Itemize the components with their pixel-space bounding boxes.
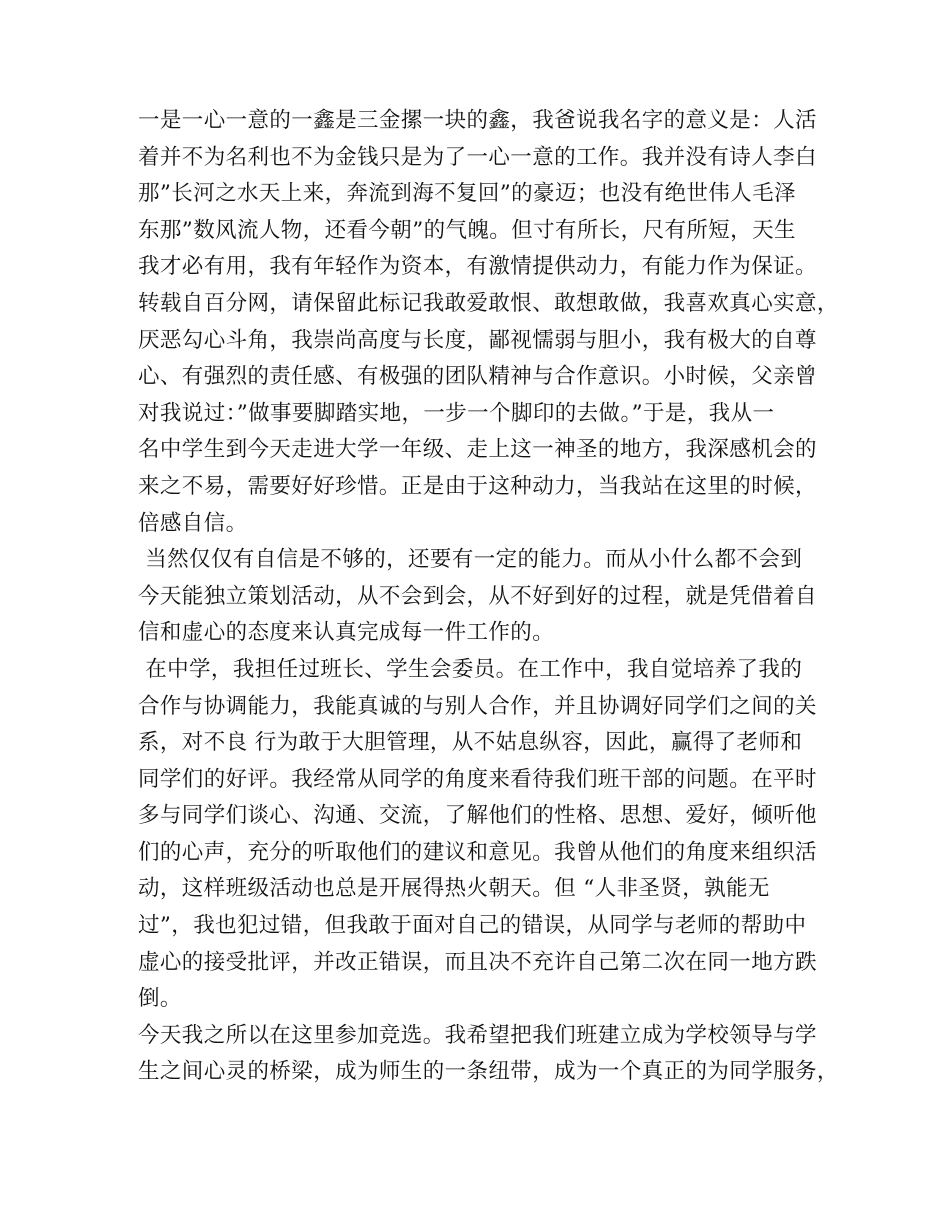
- body-text: [138, 103, 838, 1091]
- text-line: 同学们的好评。我经常从同学的角度来看待我们班干部的问题。在平时: [138, 766, 817, 792]
- text-line: 合作与协调能力，我能真诚的与别人合作，并且协调好同学们之间的关: [138, 693, 817, 719]
- text-line: 生之间心灵的桥梁，成为师生的一条纽带，成为一个真正的为同学服务，: [138, 1059, 839, 1085]
- text-line: 过”，我也犯过错，但我敢于面对自己的错误，从同学与老师的帮助中: [138, 913, 807, 939]
- text-line: 一是一心一意的一鑫是三金摞一块的鑫，我爸说我名字的意义是：人活: [138, 108, 817, 133]
- text-line: 虚心的接受批评，并改正错误，而且决不充许自己第二次在同一地方跌: [138, 949, 817, 975]
- text-line: 那”长河之水天上来，奔流到海不复回”的豪迈；也没有绝世伟人毛泽: [138, 181, 796, 207]
- text-line: 们的心声，充分的听取他们的建议和意见。我曾从他们的角度来组织活: [138, 839, 817, 865]
- text-line: 信和虚心的态度来认真完成每一件工作的。: [138, 620, 555, 646]
- text-line: 今天能独立策划活动，从不会到会，从不好到好的过程，就是凭借着自: [138, 583, 817, 609]
- text-line: 心、有强烈的责任感、有极强的团队精神与合作意识。小时候，父亲曾: [138, 364, 817, 390]
- text-line: 动，这样班级活动也总是开展得热火朝天。但 “人非圣贤，孰能无: [138, 876, 770, 902]
- text-line: 倍感自信。: [138, 510, 248, 536]
- text-line: 对我说过：”做事要脚踏实地，一步一个脚印的去做。”于是，我从一: [138, 400, 775, 426]
- text-line: 系，对不良 行为敢于大胆管理，从不姑息纵容，因此，赢得了老师和: [138, 730, 803, 756]
- text-line: 名中学生到今天走进大学一年级、走上这一神圣的地方，我深感机会的: [138, 437, 817, 463]
- text-line: 多与同学们谈心、沟通、交流，了解他们的性格、思想、爱好，倾听他: [138, 803, 817, 829]
- text-line: 当然仅仅有自信是不够的，还要有一定的能力。而从小什么都不会到: [138, 547, 803, 573]
- text-line: 在中学，我担任过班长、学生会委员。在工作中，我自觉培养了我的: [138, 656, 803, 682]
- text-line: 倒。: [138, 986, 182, 1012]
- text-line: 来之不易，需要好好珍惜。正是由于这种动力，当我站在这里的时候，: [138, 473, 817, 499]
- text-line: 东那”数风流人物，还看今朝”的气魄。但寸有所长，尺有所短，天生: [138, 217, 796, 243]
- text-line: 转载自百分网，请保留此标记我敢爱敢恨、敢想敢做，我喜欢真心实意，: [138, 290, 839, 316]
- text-line: 着并不为名利也不为金钱只是为了一心一意的工作。我并没有诗人李白: [138, 144, 817, 170]
- text-line: 厌恶勾心斗角，我崇尚高度与长度，鄙视懦弱与胆小，我有极大的自尊: [138, 327, 817, 353]
- text-line: 今天我之所以在这里参加竞选。我希望把我们班建立成为学校领导与学: [138, 1022, 817, 1048]
- text-line: 我才必有用，我有年轻作为资本，有激情提供动力，有能力作为保证。: [138, 254, 817, 280]
